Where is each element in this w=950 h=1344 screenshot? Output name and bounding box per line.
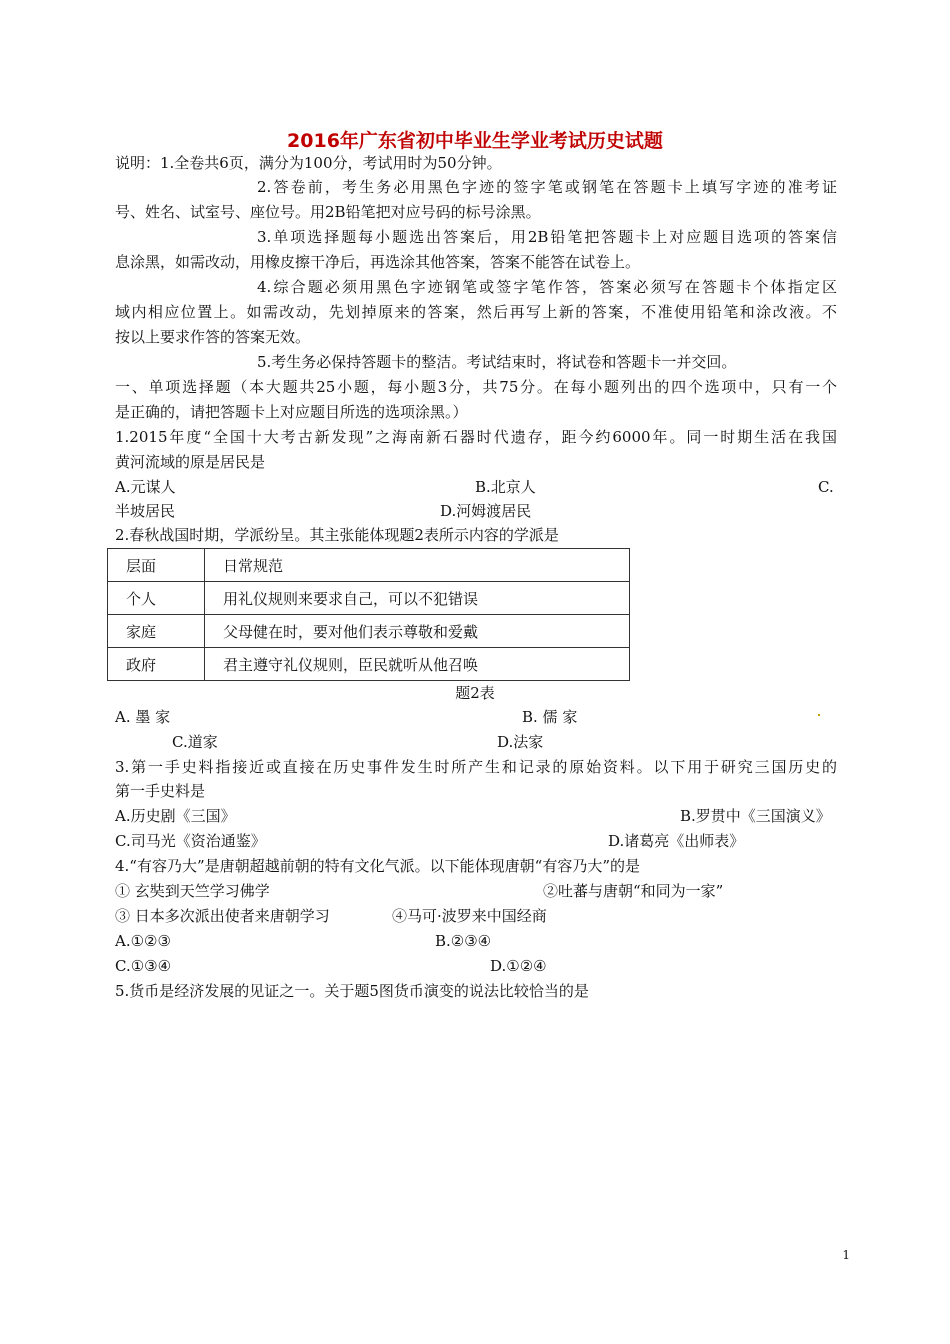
q3-option-d: D.诸葛亮《出师表》	[608, 832, 745, 850]
q4-option-d: D.①②④	[490, 957, 547, 975]
q4-statement-3: ③ 日本多次派出使者来唐朝学习	[115, 907, 330, 925]
table-cell: 父母健在时，要对他们表示尊敬和爱戴	[205, 615, 630, 648]
instruction-2-line-a: 2.答卷前，考生务必用黑色字迹的签字笔或钢笔在答题卡上填写字迹的准考证	[257, 178, 837, 196]
instruction-3-line-b: 息涂黑，如需改动，用橡皮擦干净后，再选涂其他答案，答案不能答在试卷上。	[115, 253, 641, 271]
q2-table	[107, 548, 630, 681]
q2-stem: 2.春秋战国时期，学派纷呈。其主张能体现题2表所示内容的学派是	[115, 526, 559, 544]
instruction-5: 5.考生务必保持答题卡的整洁。考试结束时，将试卷和答题卡一并交回。	[257, 353, 737, 371]
q1-option-c-text: 半坡居民	[115, 502, 176, 520]
q1-option-d: D.河姆渡居民	[440, 502, 532, 520]
table-cell: 家庭	[108, 615, 205, 648]
instruction-line-1: 说明：1.全卷共6页，满分为100分，考试用时为50分钟。	[115, 154, 502, 172]
stray-mark	[818, 714, 820, 716]
q4-statement-2: ②吐蕃与唐朝“和同为一家”	[543, 882, 724, 900]
table-cell: 用礼仪规则来要求自己，可以不犯错误	[205, 582, 630, 615]
q1-stem-line-b: 黄河流域的原是居民是	[115, 453, 266, 471]
q2-option-b: B. 儒 家	[522, 708, 578, 726]
q4-stem: 4.“有容乃大”是唐朝超越前朝的特有文化气派。以下能体现唐朝“有容乃大”的是	[115, 857, 640, 875]
page-title: 2016年广东省初中毕业生学业考试历史试题	[287, 130, 663, 152]
table-cell: 个人	[108, 582, 205, 615]
instruction-4-line-b: 域内相应位置上。如需改动，先划掉原来的答案，然后再写上新的答案，不准使用铅笔和涂改液。不	[115, 303, 837, 321]
q4-option-a: A.①②③	[115, 932, 171, 950]
table-cell: 政府	[108, 648, 205, 681]
q5-stem: 5.货币是经济发展的见证之一。关于题5图货币演变的说法比较恰当的是	[115, 982, 589, 1000]
table-header-cell: 日常规范	[205, 549, 630, 582]
q4-statement-4: ④马可·波罗来中国经商	[392, 907, 547, 925]
q2-option-c: C.道家	[172, 733, 218, 751]
q2-table-caption: 题2表	[455, 684, 495, 702]
q4-option-c: C.①③④	[115, 957, 172, 975]
q1-option-c-prefix: C.	[818, 478, 834, 496]
instruction-2-line-b: 号、姓名、试室号、座位号。用2B铅笔把对应号码的标号涂黑。	[115, 203, 541, 221]
instruction-3-line-a: 3.单项选择题每小题选出答案后，用2B铅笔把答题卡上对应题目选项的答案信	[257, 228, 837, 246]
table-row	[108, 648, 630, 681]
table-header-cell: 层面	[108, 549, 205, 582]
table-row	[108, 615, 630, 648]
section-heading-line-1: 一、单项选择题（本大题共25小题，每小题3分，共75分。在每小题列出的四个选项中，只有一个	[115, 378, 837, 396]
q3-option-b: B.罗贯中《三国演义》	[680, 807, 831, 825]
table-cell: 君主遵守礼仪规则，臣民就听从他召唤	[205, 648, 630, 681]
q3-option-a: A.历史剧《三国》	[115, 807, 236, 825]
q3-option-c: C.司马光《资治通鉴》	[115, 832, 266, 850]
q4-statement-1: ① 玄奘到天竺学习佛学	[115, 882, 270, 900]
q1-option-b: B.北京人	[475, 478, 536, 496]
q4-option-b: B.②③④	[435, 932, 492, 950]
table-row	[108, 582, 630, 615]
instruction-4-line-a: 4.综合题必须用黑色字迹钢笔或签字笔作答，答案必须写在答题卡个体指定区	[257, 278, 837, 296]
q2-option-d: D.法家	[497, 733, 544, 751]
q2-option-a: A. 墨 家	[115, 708, 171, 726]
page-number: 1	[842, 1248, 850, 1262]
q3-stem-line-a: 3.第一手史料指接近或直接在历史事件发生时所产生和记录的原始资料。以下用于研究三国历史的	[115, 758, 837, 776]
q1-stem-line-a: 1.2015年度“全国十大考古新发现”之海南新石器时代遗存，距今约6000年。同一时期生活在我国	[115, 428, 837, 446]
table-row	[108, 549, 630, 582]
section-heading-line-2: 是正确的，请把答题卡上对应题目所选的选项涂黑。）	[115, 403, 468, 421]
q3-stem-line-b: 第一手史料是	[115, 782, 206, 800]
q1-option-a: A.元谋人	[115, 478, 176, 496]
instruction-4-line-c: 按以上要求作答的答案无效。	[115, 328, 311, 346]
